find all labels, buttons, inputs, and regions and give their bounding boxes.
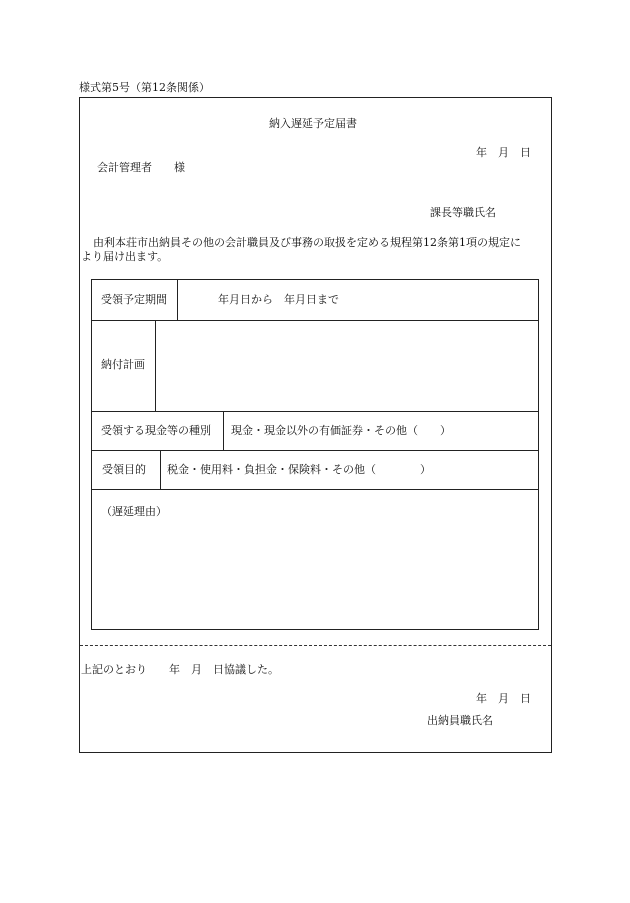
col-divider [155, 320, 156, 411]
footer-date: 年 月 日 [476, 692, 531, 705]
plan-label: 納付計画 [101, 358, 145, 371]
row-divider [92, 411, 538, 412]
row-divider [92, 489, 538, 490]
purpose-label: 受領目的 [102, 463, 146, 476]
col-divider [177, 280, 178, 320]
sender-title: 課長等職氏名 [430, 206, 496, 219]
period-label: 受領予定期間 [101, 293, 167, 306]
addressee: 会計管理者 様 [97, 161, 185, 174]
col-divider [223, 411, 224, 450]
agreement-text: 上記のとおり 年 月 日協議した。 [81, 663, 279, 676]
info-table [91, 279, 539, 630]
cash-type-value: 現金・現金以外の有価証券・その他（ ） [231, 424, 451, 437]
col-divider [160, 450, 161, 489]
period-value: 年月日から 年月日まで [218, 293, 339, 306]
delay-reason-label: （遅延理由） [101, 505, 167, 518]
cash-type-label: 受領する現金等の種別 [101, 424, 211, 437]
row-divider [92, 320, 538, 321]
row-divider [92, 450, 538, 451]
cut-line [80, 645, 551, 646]
form-title: 納入遅延予定届書 [269, 117, 357, 130]
body-text-line1: 由利本荘市出納員その他の会計職員及び事務の取扱を定める規程第12条第1項の規定に [93, 236, 521, 249]
date-top: 年 月 日 [476, 146, 531, 159]
body-text-line2: より届け出ます。 [81, 250, 169, 263]
cashier-title: 出納員職氏名 [427, 714, 493, 727]
purpose-value: 税金・使用料・負担金・保険料・その他（ ） [167, 463, 431, 476]
form-number: 様式第5号（第12条関係） [79, 81, 210, 94]
